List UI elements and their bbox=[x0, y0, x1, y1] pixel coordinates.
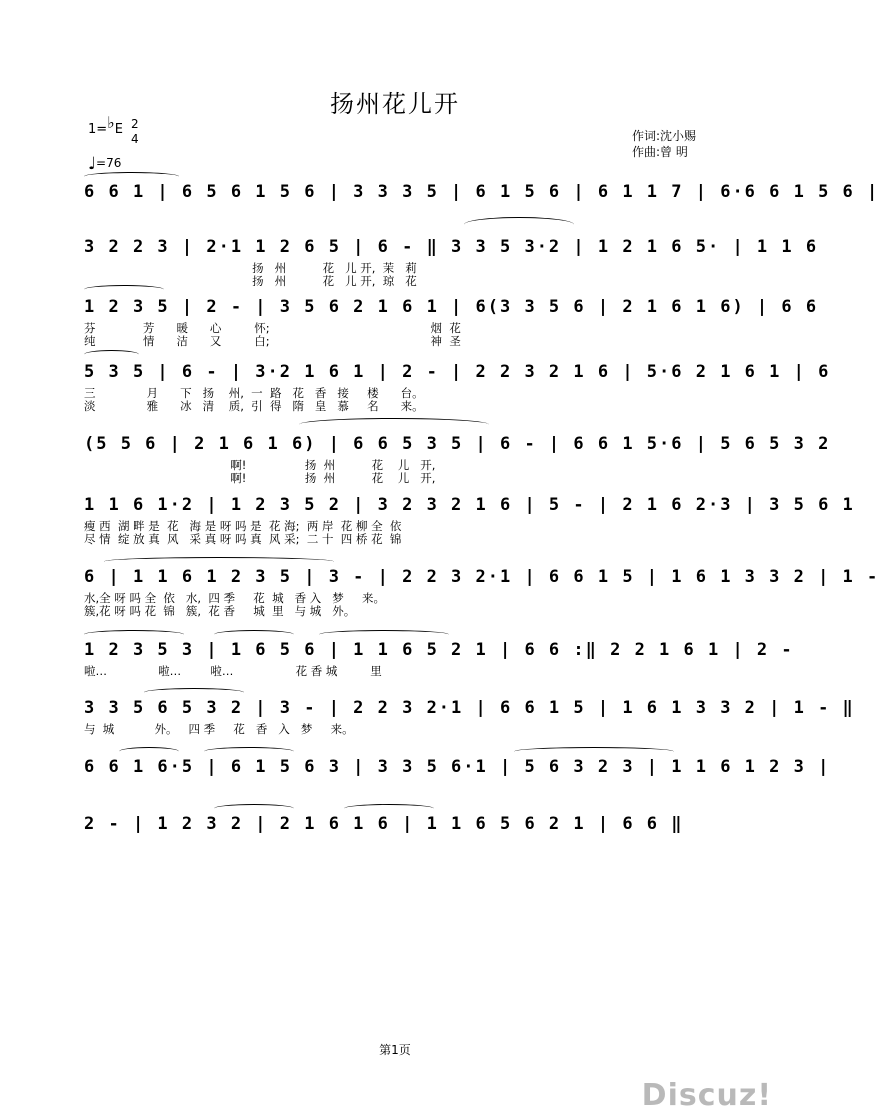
credits bbox=[632, 128, 696, 160]
notes-line: 2 - | 1 2 3 2 | 2 1 6 1 6 | 1 1 6 5 6 2 1 | 6 6 ‖ bbox=[84, 814, 684, 834]
watermark-logo: Discuz! bbox=[641, 1078, 772, 1113]
slur bbox=[464, 217, 574, 232]
lyric-verse-1: 啊! 扬 州 花 儿 开, bbox=[84, 458, 436, 472]
score-row-11 bbox=[84, 812, 729, 842]
time-top: 2 bbox=[131, 117, 139, 131]
time-bottom: 4 bbox=[131, 132, 139, 146]
notes-line: (5 5 6 | 2 1 6 1 6) | 6 6 5 3 5 | 6 - | 6 6 1 5·6 | 5 6 5 3 2 bbox=[84, 434, 831, 454]
page-number: 第1页 bbox=[379, 1043, 411, 1057]
score-row-1 bbox=[84, 180, 879, 210]
lyric-verse-2: 尽 情 绽 放 真 风 采 真 呀 吗 真 风 采; 二 十 四 桥 花 锦 bbox=[84, 532, 402, 546]
score-row-4 bbox=[84, 360, 831, 413]
lyric-verse-2: 淡 雅 冰 清 质, 引 得 隋 皇 慕 名 来。 bbox=[84, 399, 424, 413]
slur bbox=[299, 418, 489, 431]
time-signature bbox=[131, 117, 139, 147]
score-row-5 bbox=[84, 432, 831, 485]
notes-line: 1 1 6 1·2 | 1 2 3 5 2 | 3 2 3 2 1 6 | 5 - | 2 1 6 2·3 | 3 5 6 1 bbox=[84, 495, 855, 515]
notes-line: 6 | 1 1 6 1 2 3 5 | 3 - | 2 2 3 2·1 | 6 6 1 5 | 1 6 1 3 3 2 | 1 - bbox=[84, 567, 879, 587]
score-row-3 bbox=[84, 295, 819, 348]
lyric-verse-1: 水,全 呀 吗 全 依 水, 四 季 花 城 香 入 梦 来。 bbox=[84, 591, 385, 605]
slur bbox=[84, 285, 164, 294]
notes-line: 1 2 3 5 3 | 1 6 5 6 | 1 1 6 5 2 1 | 6 6 :‖ 2 2 1 6 1 | 2 - bbox=[84, 640, 794, 660]
notes-line: 6 6 1 | 6 5 6 1 5 6 | 3 3 3 5 | 6 1 5 6 | 6 1 1 7 | 6·6 6 1 5 6 | bbox=[84, 182, 879, 202]
lyric-verse-2: 扬 州 花 儿 开, 琼 花 bbox=[84, 274, 417, 288]
key-letter: E bbox=[114, 122, 123, 137]
score-row-8 bbox=[84, 638, 794, 678]
tempo-value: =76 bbox=[96, 156, 122, 170]
notes-line: 6 6 1 6·5 | 6 1 5 6 3 | 3 3 5 6·1 | 5 6 3 2 3 | 1 1 6 1 2 3 | bbox=[84, 757, 831, 777]
score-row-2 bbox=[84, 235, 819, 288]
song-title: 扬州花儿开 bbox=[330, 90, 460, 118]
score-row-7 bbox=[84, 565, 879, 618]
score-row-6 bbox=[84, 493, 855, 546]
score-row-9 bbox=[84, 696, 855, 736]
flat-sign: ♭ bbox=[107, 113, 115, 132]
slur bbox=[84, 350, 139, 359]
lyric-verse-2: 纯 情 洁 又 白; 神 圣 bbox=[84, 334, 461, 348]
key-prefix: 1= bbox=[88, 122, 108, 137]
notes-line: 3 2 2 3 | 2·1 1 2 6 5 | 6 - ‖ 3 3 5 3·2 | 1 2 1 6 5· | 1 1 6 bbox=[84, 237, 819, 257]
quarter-note-icon: ♩ bbox=[88, 154, 97, 174]
lyric-verse-1: 瘦 西 湖 畔 是 花 海 是 呀 吗 是 花 海; 两 岸 花 柳 全 依 bbox=[84, 519, 402, 533]
lyric-verse-1: 啦… 啦… 啦… 花 香 城 里 bbox=[84, 664, 382, 678]
lyric-verse-1: 芬 芳 暖 心 怀; 烟 花 bbox=[84, 321, 461, 335]
lyric-verse-2: 啊! 扬 州 花 儿 开, bbox=[84, 471, 436, 485]
lyric-verse-2: 簇,花 呀 吗 花 锦 簇, 花 香 城 里 与 城 外。 bbox=[84, 604, 356, 618]
lyricist: 作词:沈小赐 bbox=[632, 129, 697, 143]
lyric-verse-1: 与 城 外。 四 季 花 香 入 梦 来。 bbox=[84, 722, 354, 736]
lyric-verse-1: 扬 州 花 儿 开, 茉 莉 bbox=[84, 261, 417, 275]
notes-line: 5 3 5 | 6 - | 3·2 1 6 1 | 2 - | 2 2 3 2 1 6 | 5·6 2 1 6 1 | 6 bbox=[84, 362, 831, 382]
notes-line: 1 2 3 5 | 2 - | 3 5 6 2 1 6 1 | 6(3 3 5 6 | 2 1 6 1 6) | 6 6 bbox=[84, 297, 819, 317]
notes-line: 3 3 5 6 5 3 2 | 3 - | 2 2 3 2·1 | 6 6 1 5 | 1 6 1 3 3 2 | 1 - ‖ bbox=[84, 698, 855, 718]
key-signature bbox=[88, 113, 123, 137]
score-row-10 bbox=[84, 755, 831, 785]
lyric-verse-1: 三 月 下 扬 州, 一 路 花 香 接 楼 台。 bbox=[84, 386, 424, 400]
tempo-marking bbox=[88, 152, 121, 172]
composer: 作曲:曾 明 bbox=[632, 145, 688, 159]
